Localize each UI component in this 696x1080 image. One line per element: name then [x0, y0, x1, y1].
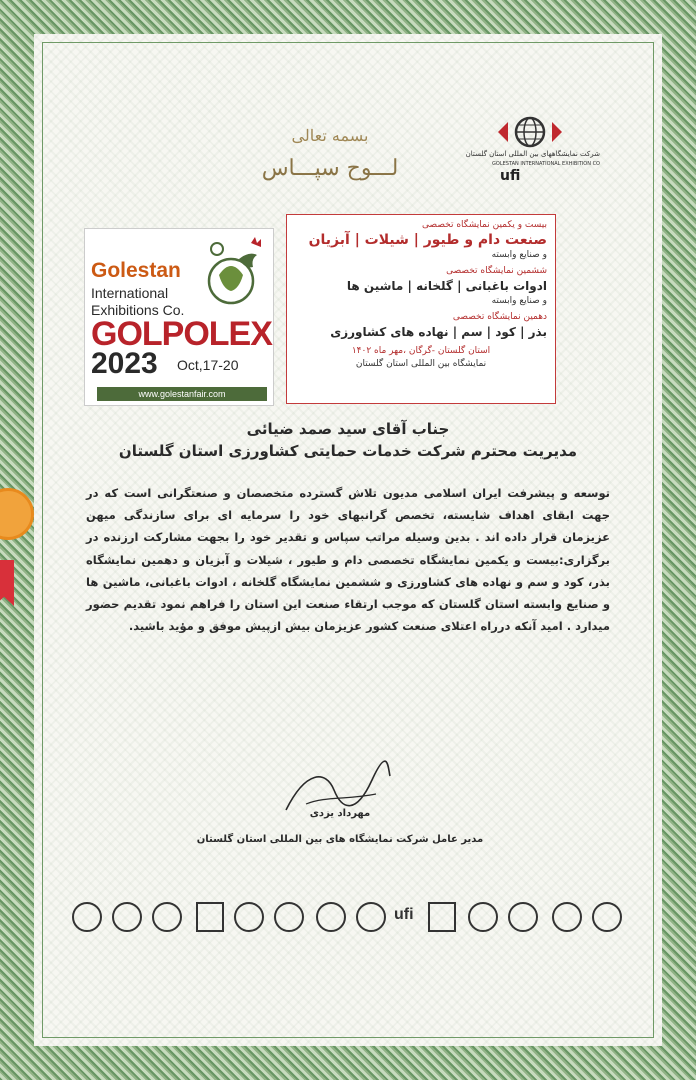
golpolex-logo-box	[84, 228, 274, 406]
sponsor-logo-3-icon	[152, 902, 182, 932]
exhibition-3-title: بذر | کود | سم | نهاده های کشاورزی	[330, 325, 547, 339]
recipient-name: جناب آقای سید صمد ضیائی	[246, 420, 450, 438]
organizer-name: نمایشگاه بین المللی استان گلستان	[355, 359, 487, 369]
exhibition-2-subtitle: ششمین نمایشگاه تخصصی	[446, 266, 547, 276]
exhibition-1	[295, 219, 547, 261]
sponsor-logos-row	[72, 902, 624, 952]
recipient-block	[60, 418, 636, 462]
exhibition-1-subtitle: بیست و یکمین نمایشگاه تخصصی	[422, 220, 547, 230]
company-logo-english: GOLESTAN INTERNATIONAL EXHIBITION CO	[492, 161, 600, 167]
exhibition-3	[295, 311, 547, 341]
golpolex-line-2: Exhibitions Co.	[91, 302, 185, 318]
sponsor-logo-7-icon	[316, 902, 346, 932]
sponsor-ufi-logo: ufi	[394, 906, 414, 923]
exhibition-1-suffix: و صنایع وابسته	[491, 250, 547, 260]
golpolex-line-1: International	[91, 285, 169, 301]
sponsor-logo-14-icon	[592, 902, 622, 932]
location-date: استان گلستان -گرگان ،مهر ماه ۱۴۰۲	[351, 346, 491, 356]
sponsor-logo-1-icon	[72, 902, 102, 932]
ufi-logo: ufi	[500, 168, 521, 184]
sponsor-logo-11-icon	[468, 902, 498, 932]
appreciation-body: توسعه و پیشرفت ایران اسلامی مدیون تلاش گسترده متخصصان و صنعتگرانی است که در جهت ابقای اهداف شایسته، تخصص گرانبهای خود را سرمایه ای برای سازندگی میهن عزیزمان قرار داده اند . بدین وسیله مراتب سپاس و تقدیر خود را بجهت مشارکت ارزنده در برگزاری:بیست و یکمین نمایشگاه تخصصی دام و طیور ، شیلات و آبزیان و دهمین نمایشگاه بذر، کود و سم و نهاده های کشاورزی و ششمین نمایشگاه گلخانه ، ادوات باغبانی، ماشین ها و صنایع وابسته استان گلستان که موجب ارتقاء صنعت این استان را فراهم نمود تقدیم حضور میدارد . امید آنکه درراه اعتلای صنعت کشور عزیزمان بیش ازپیش موفق و مؤید باشید.	[86, 486, 610, 634]
livestock-emblem-icon	[199, 235, 267, 315]
sponsor-logo-8-icon	[356, 902, 386, 932]
certificate-title: لـــوح سپـــاس	[261, 156, 399, 181]
sponsor-logo-12-icon	[508, 902, 538, 932]
exhibitions-footer	[295, 345, 547, 371]
sponsor-logo-10-icon	[428, 902, 456, 932]
exhibition-3-subtitle: دهمین نمایشگاه تخصصی	[452, 312, 547, 322]
exhibition-2	[295, 265, 547, 307]
sponsor-logo-6-icon	[274, 902, 304, 932]
exhibition-2-suffix: و صنایع وابسته	[491, 296, 547, 306]
exhibition-2-title: ادوات باغبانی | گلخانه | ماشین ها	[346, 279, 547, 293]
exhibition-1-title: صنعت دام و طیور | شیلات | آبزیان	[308, 232, 547, 248]
golpolex-name: GOLPOLEX	[91, 315, 272, 353]
golpolex-url: www.golestanfair.com	[97, 387, 267, 401]
sponsor-logo-5-icon	[234, 902, 264, 932]
company-logo-text: شرکت نمایشگاههای بین المللی استان گلستان	[465, 150, 600, 158]
bismillah-heading: بسمه تعالی	[291, 126, 369, 145]
sponsor-logo-13-icon	[552, 902, 582, 932]
signatory-title: مدیر عامل شرکت نمایشگاه های بین المللی استان گلستان	[196, 834, 484, 845]
golpolex-brand: Golestan	[91, 259, 181, 282]
signatory-name: مهرداد یزدی	[309, 808, 371, 819]
sponsor-logo-4-icon	[196, 902, 224, 932]
sponsor-logo-2-icon	[112, 902, 142, 932]
exhibitions-info-box	[286, 214, 556, 404]
recipient-organization: مدیریت محترم شرکت خدمات حمایتی کشاورزی استان گلستان	[118, 442, 578, 460]
golpolex-year: 2023	[91, 347, 158, 380]
golpolex-date: Oct,17-20	[177, 357, 239, 373]
